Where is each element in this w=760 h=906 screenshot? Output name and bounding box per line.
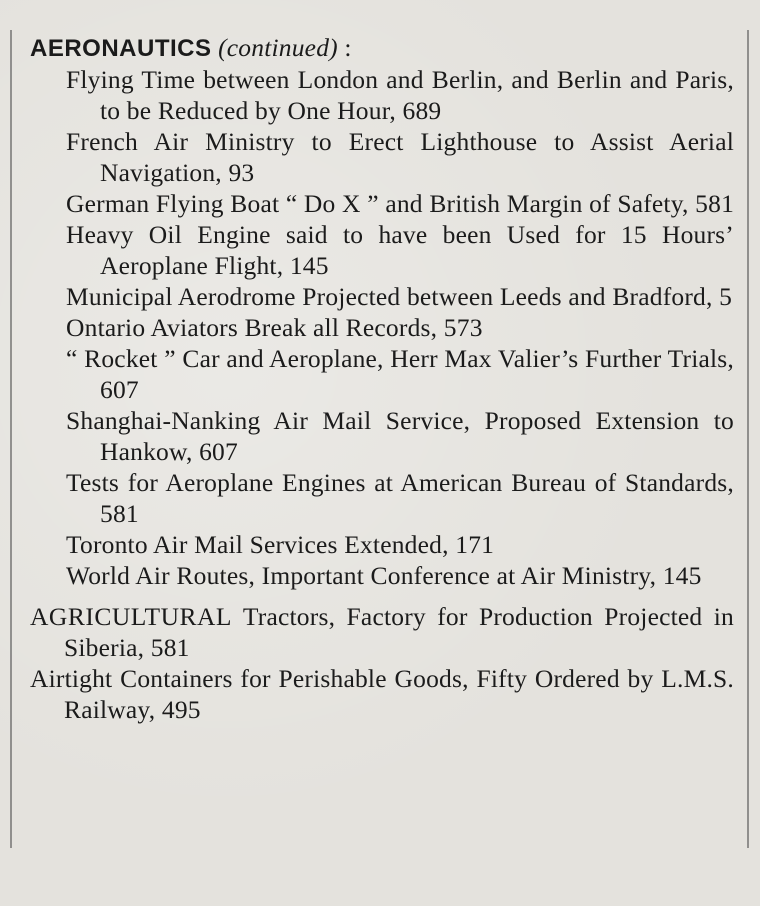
index-sub-entry: French Air Ministry to Erect Lighthouse to Assist Aerial Navigation, 93 [66,127,734,187]
index-entry-agricultural [30,601,734,663]
index-sub-entry: German Flying Boat “ Do X ” and British Margin of Safety, 581 [66,189,735,218]
index-sub-entry: Municipal Aerodrome Projected between Leeds and Bradford, 5 [66,282,733,311]
index-sub-entry: Ontario Aviators Break all Records, 573 [66,313,483,342]
right-column-rule [747,30,749,848]
index-sub-entry: Toronto Air Mail Services Extended, 171 [66,530,495,559]
index-sub-entry: World Air Routes, Important Conference at Air Ministry, 145 [66,561,702,590]
index-column [30,32,734,725]
left-column-rule [10,30,12,848]
section-heading [30,32,734,64]
heading-title: AERONAUTICS [30,35,212,62]
entry-text: Tractors, Factory for Production Projected in Siberia, 581 [64,602,734,662]
index-sub-entry: Shanghai-Nanking Air Mail Service, Proposed Extension to Hankow, 607 [66,406,734,466]
index-sub-entry: Flying Time between London and Berlin, and Berlin and Paris, to be Reduced by One Hour, 689 [66,65,734,125]
entry-text: Airtight Containers for Perishable Goods, Fifty Ordered by L.M.S. Railway, 495 [30,664,734,724]
heading-colon: : [344,33,352,62]
entry-head: AGRICULTURAL [30,602,232,631]
index-sub-entry: Tests for Aeroplane Engines at American Bureau of Standards, 581 [66,468,734,528]
index-sub-entry: “ Rocket ” Car and Aeroplane, Herr Max Valier’s Further Trials, 607 [66,344,734,404]
heading-continued: (continued) [218,33,338,62]
index-sub-entry: Heavy Oil Engine said to have been Used for 15 Hours’ Aeroplane Flight, 145 [66,220,734,280]
index-entry-airtight [30,663,734,725]
